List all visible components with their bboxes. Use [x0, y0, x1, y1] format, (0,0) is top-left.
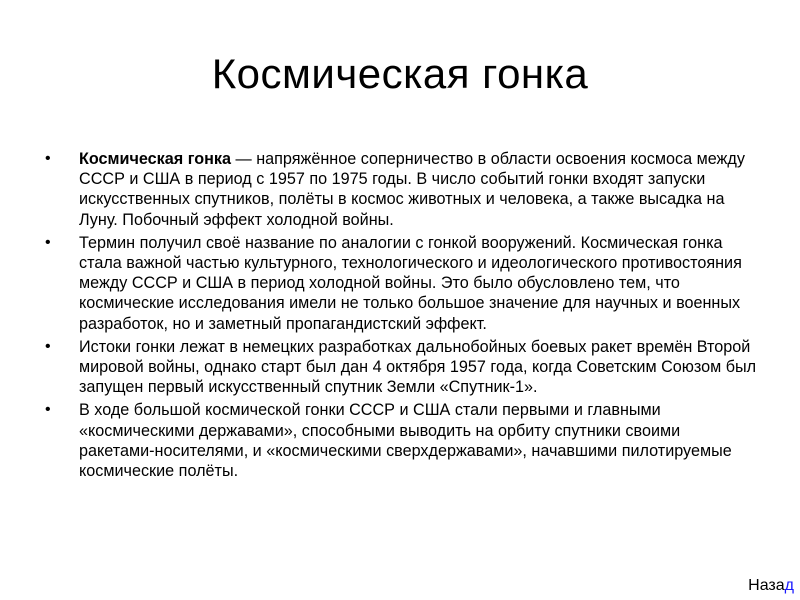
- bullet-term: Космическая гонка: [79, 150, 232, 168]
- bullet-item-term-origin: [45, 233, 760, 334]
- bullet-text: Истоки гонки лежат в немецких разработках дальнобойных боевых ракет времён Второй мировой войны, однако старт был дан 4 октября 1957 года, когда Советским Союзом был запущен первый искусственный спутник Земли «Спутник-1».: [79, 337, 757, 397]
- bullet-list: [45, 149, 760, 484]
- bullet-item-space-race: [45, 149, 760, 230]
- bullet-item-origins: [45, 337, 760, 398]
- back-link[interactable]: [748, 576, 794, 600]
- bullet-text: — напряжённое соперничество в области освоения космоса между СССР и США в период с 1957 по 1975 годы. В число событий гонки входят запуски искусственных спутников, полёты в космос животных и человека, а также высадка на Луну. Побочный эффект холодной войны.: [79, 150, 745, 229]
- bullet-dot-icon: •: [45, 150, 51, 167]
- bullet-dot-icon: •: [45, 337, 51, 355]
- bullet-text: Термин получил своё название по аналогии с гонкой вооружений. Космическая гонка стала важной частью культурного, технологического и идеологического противостояния между СССР и США в период холодной войны. Это было обусловлено тем, что космические исследования имели не только большое значение для научных и военных разработок, но и заметный пропагандистский эффект.: [79, 233, 742, 333]
- bullet-item-space-powers: [45, 400, 760, 481]
- bullet-dot-icon: •: [45, 233, 51, 251]
- back-link-text: Наза: [748, 577, 785, 594]
- bullet-text: В ходе большой космической гонки СССР и США стали первыми и главными «космическими державами», способными выводить на орбиту спутники своими ракетами-носителями, и «космическими сверхдержавами», начавшими пилотируемые космические полёты.: [79, 401, 732, 481]
- bullet-dot-icon: •: [45, 401, 51, 419]
- back-link-accent: д: [784, 577, 794, 594]
- slide-title: Космическая гонка: [211, 50, 589, 97]
